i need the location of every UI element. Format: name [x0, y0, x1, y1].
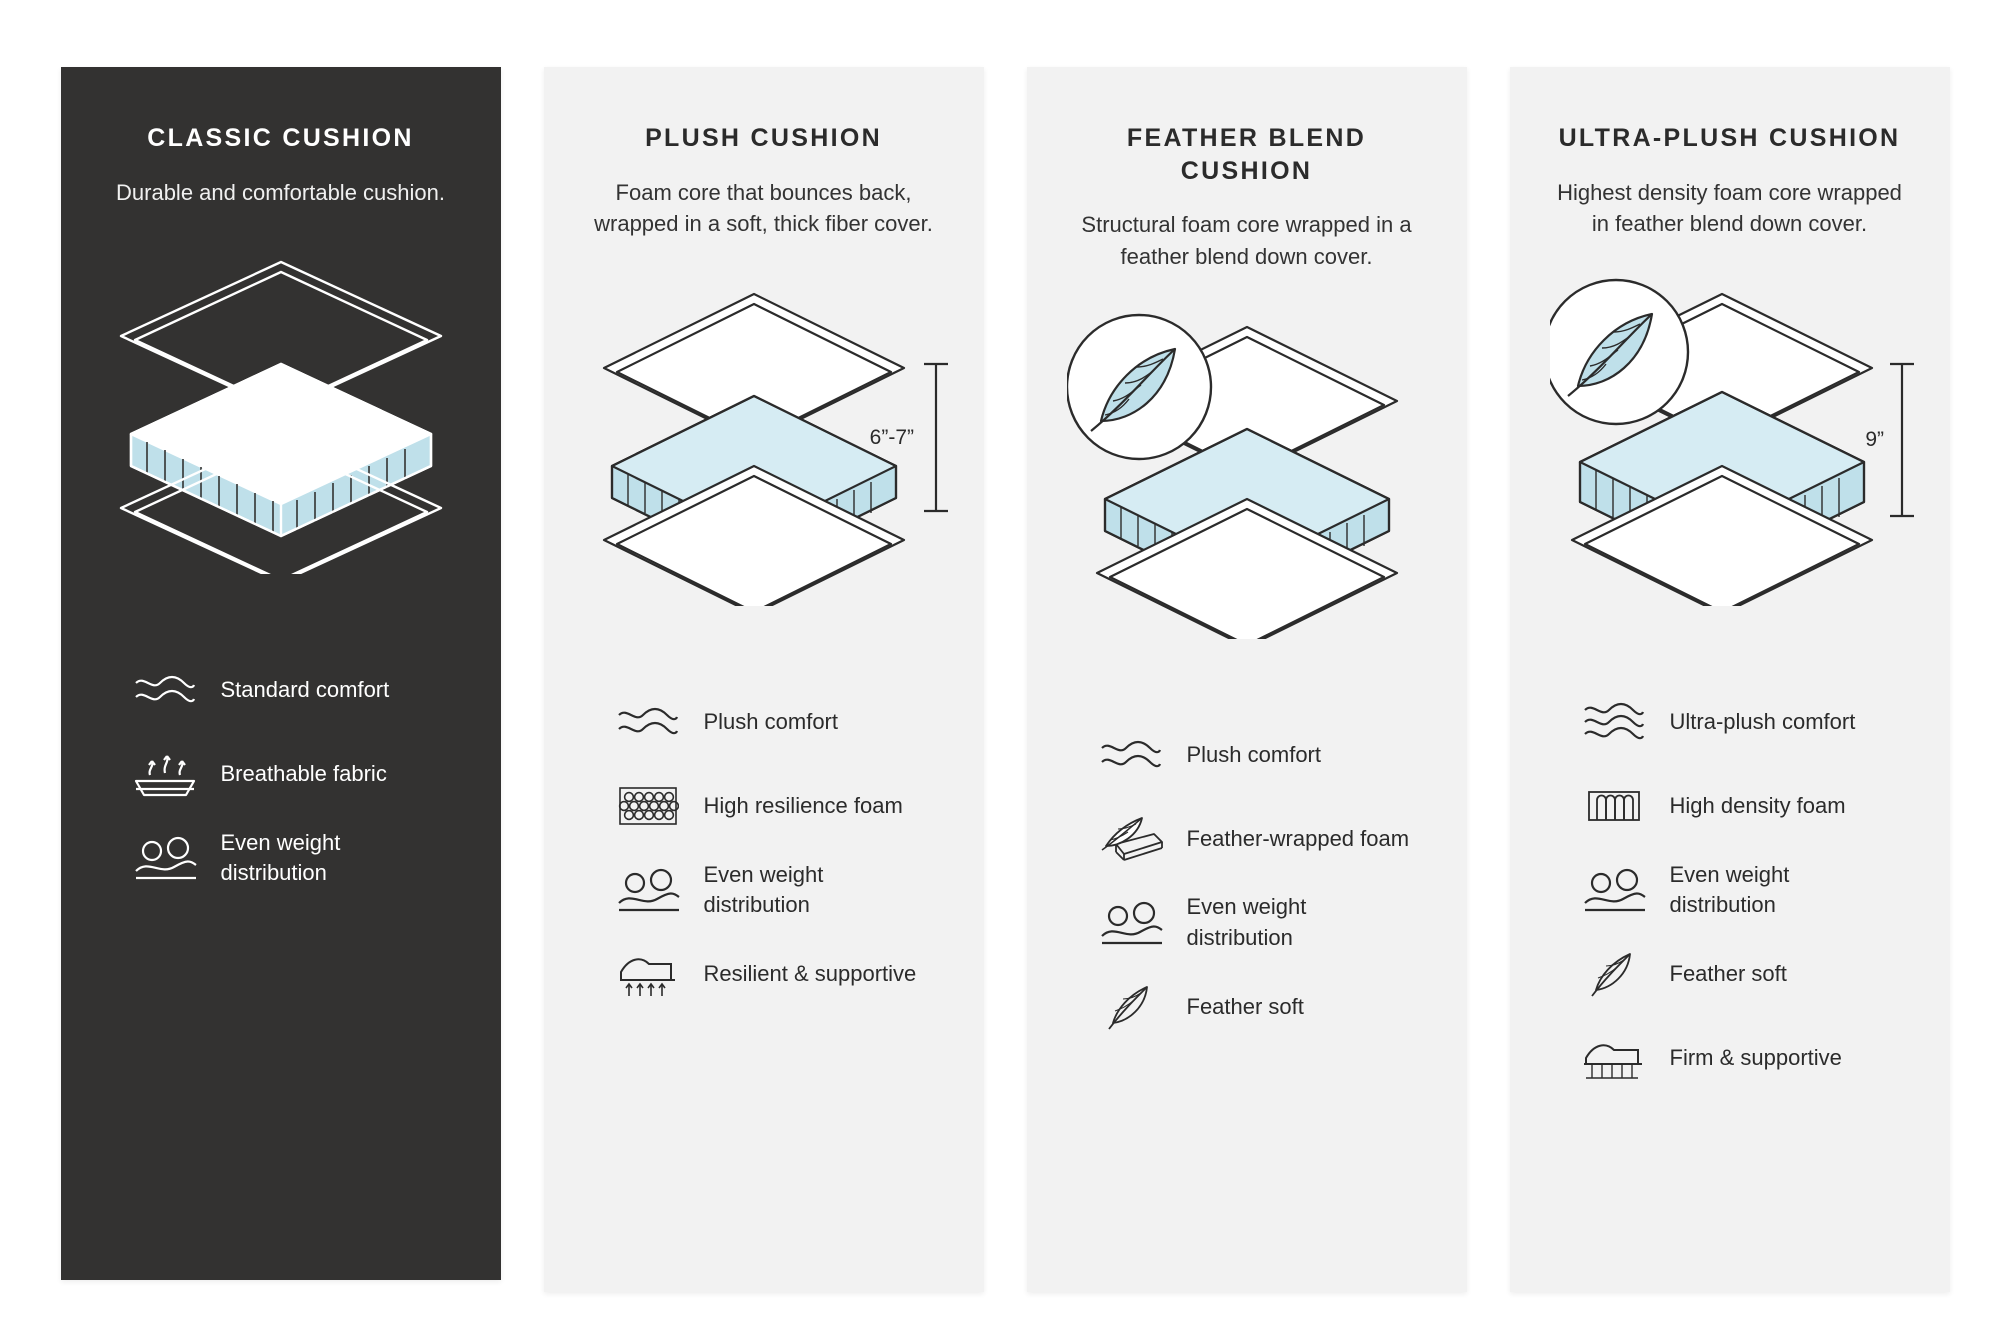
even-weight-distribution-icon	[123, 835, 207, 881]
exploded-cushion-illustration-feather-blend	[1067, 309, 1427, 699]
firm-support-icon	[1572, 1034, 1656, 1082]
feature-label: Even weight distribution	[220, 830, 341, 886]
card-title: FEATHER BLEND CUSHION	[1126, 124, 1367, 185]
feature-item	[1572, 1016, 1898, 1100]
card-title: PLUSH CUSHION	[645, 124, 882, 152]
feature-label: Plush comfort	[703, 709, 838, 735]
dimension-label: 6”-7”	[869, 426, 914, 450]
feature-item	[606, 932, 932, 1016]
breathable-fabric-icon	[123, 751, 207, 797]
even-weight-distribution-icon	[1089, 900, 1173, 946]
exploded-cushion-illustration-ultra-plush	[1550, 276, 1910, 666]
feature-label: Feather soft	[1186, 993, 1304, 1019]
feature-label: Feather-wrapped foam	[1186, 825, 1410, 851]
wave-lines-icon	[1572, 702, 1656, 742]
feature-label: High resilience foam	[703, 793, 903, 819]
card-description: Foam core that bounces back, wrapped in a soft, thick fiber cover.	[594, 179, 933, 237]
cushion-card-classic-cushion[interactable]	[61, 67, 501, 1280]
feather-icon	[1089, 981, 1173, 1033]
feature-label: Resilient & supportive	[703, 961, 917, 987]
feature-item	[1089, 797, 1415, 881]
card-title: CLASSIC CUSHION	[147, 124, 414, 152]
card-description: Structural foam core wrapped in a feather blend down cover.	[1081, 212, 1412, 269]
honeycomb-foam-icon	[606, 784, 690, 828]
feature-label: Even weight distribution	[1669, 861, 1790, 918]
high-density-foam-icon	[1572, 786, 1656, 826]
feature-label: Feather soft	[1669, 961, 1787, 987]
feather-icon	[1572, 948, 1656, 1000]
feature-label: Even weight distribution	[703, 861, 824, 918]
wave-lines-icon	[123, 673, 207, 707]
resilient-support-icon	[606, 950, 690, 998]
feature-label: Plush comfort	[1186, 741, 1321, 767]
feature-item	[1089, 713, 1415, 797]
cushion-card-feather-blend-cushion[interactable]	[1027, 67, 1467, 1292]
feature-item	[1572, 764, 1898, 848]
exploded-cushion-illustration-classic	[101, 244, 461, 634]
feather-wrapped-foam-icon	[1089, 816, 1173, 862]
dimension-label: 9”	[1864, 428, 1884, 452]
feature-item	[606, 848, 932, 932]
feature-list	[1550, 680, 1910, 1100]
feature-list	[584, 680, 944, 1016]
feature-label: Even weight distribution	[1186, 894, 1307, 950]
feature-item	[1572, 932, 1898, 1016]
card-description: Durable and comfortable cushion.	[116, 179, 445, 205]
even-weight-distribution-icon	[1572, 867, 1656, 913]
feature-item	[1572, 680, 1898, 764]
feature-label: Ultra-plush comfort	[1669, 709, 1856, 735]
exploded-cushion-illustration-plush	[584, 276, 944, 666]
feature-item	[123, 648, 449, 732]
feather-badge-icon	[1550, 280, 1688, 424]
feature-list	[101, 648, 461, 900]
feature-label: Standard comfort	[220, 677, 390, 703]
feature-item	[1089, 881, 1415, 965]
feature-item	[1572, 848, 1898, 932]
feature-item	[606, 680, 932, 764]
feature-item	[123, 732, 449, 816]
feature-item	[123, 816, 449, 900]
feature-list	[1067, 713, 1427, 1049]
feather-badge-icon	[1067, 315, 1211, 459]
wave-lines-icon	[1089, 738, 1173, 772]
feature-item	[606, 764, 932, 848]
cushion-card-ultra-plush-cushion[interactable]	[1510, 67, 1950, 1292]
feature-item	[1089, 965, 1415, 1049]
card-description: Highest density foam core wrapped in feather blend down cover.	[1557, 179, 1902, 237]
feature-label: Firm & supportive	[1669, 1045, 1842, 1071]
card-title: ULTRA-PLUSH CUSHION	[1558, 124, 1901, 152]
feature-label: High density foam	[1669, 793, 1846, 819]
cushion-card-plush-cushion[interactable]	[544, 67, 984, 1292]
feature-label: Breathable fabric	[220, 761, 387, 787]
even-weight-distribution-icon	[606, 867, 690, 913]
wave-lines-icon	[606, 705, 690, 739]
